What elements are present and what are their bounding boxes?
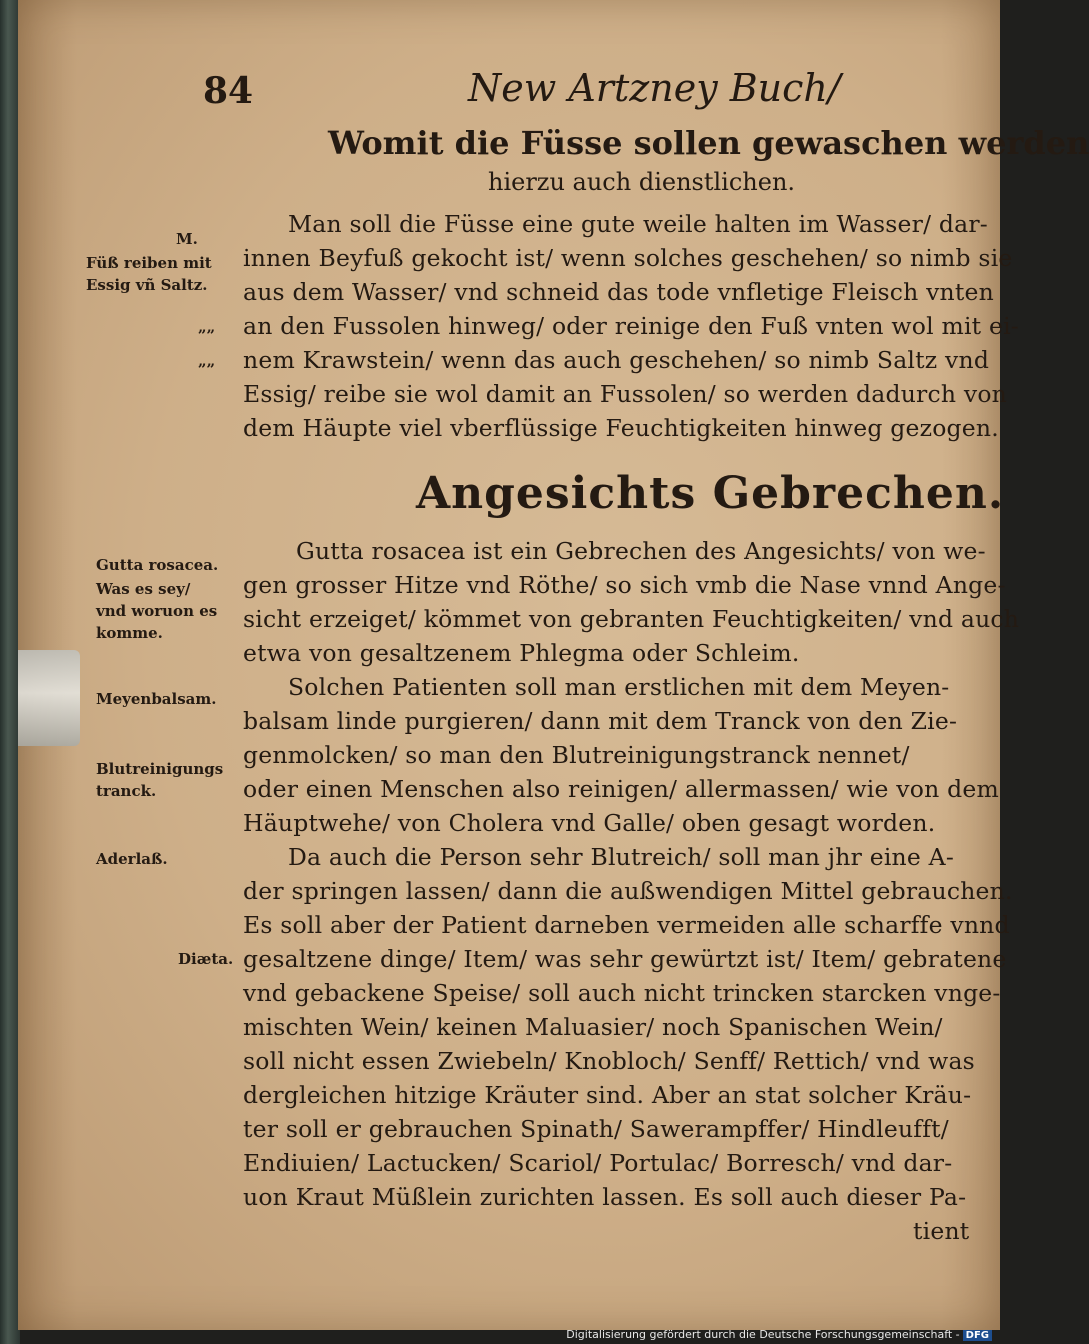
body-line: vnd gebackene Speise/ soll auch nicht trincken starcken vnge- (243, 979, 1001, 1007)
section-subheading-feet: hierzu auch dienstlichen. (488, 168, 796, 196)
margin-note: Füß reiben mit (86, 254, 212, 272)
book-page (18, 0, 1089, 1330)
credit-text: Digitalisierung gefördert durch die Deutsche Forschungsgemeinschaft - (566, 1328, 960, 1341)
margin-note: Gutta rosacea. (96, 556, 219, 574)
margin-note: Blutreinigungs (96, 760, 224, 778)
body-line: oder einen Menschen also reinigen/ allermassen/ wie von dem (243, 775, 999, 803)
body-line: etwa von gesaltzenem Phlegma oder Schleim. (243, 639, 800, 667)
body-line: gesaltzene dinge/ Item/ was sehr gewürtzt ist/ Item/ gebratene (243, 945, 1007, 973)
body-line: an den Fussolen hinweg/ oder reinige den Fuß vnten wol mit ei- (243, 312, 1019, 340)
margin-note: tranck. (96, 782, 157, 800)
body-line: dem Häupte viel vberflüssige Feuchtigkeiten hinweg gezogen. (243, 414, 999, 442)
body-line: sicht erzeiget/ kömmet von gebranten Feuchtigkeiten/ vnd auch (243, 605, 1020, 633)
margin-note: „„ (198, 352, 216, 370)
margin-note: „„ (198, 318, 216, 336)
body-line: uon Kraut Müßlein zurichten lassen. Es soll auch dieser Pa- (243, 1183, 967, 1211)
body-line: nem Krawstein/ wenn das auch geschehen/ so nimb Saltz vnd (243, 346, 990, 374)
body-line: aus dem Wasser/ vnd schneid das tode vnfletige Fleisch vnten (243, 278, 994, 306)
dfg-logo: DFG (963, 1330, 992, 1341)
margin-note: M. (176, 230, 198, 248)
section-heading-face: Angesichts Gebrechen. (416, 468, 1005, 519)
margin-note: komme. (96, 624, 163, 642)
page-number: 84 (203, 70, 254, 112)
margin-note: Was es sey/ (96, 580, 191, 598)
margin-note: vnd woruon es (96, 602, 218, 620)
body-line: Endiuien/ Lactucken/ Scariol/ Portulac/ Borresch/ vnd dar- (243, 1149, 953, 1177)
body-line: innen Beyfuß gekocht ist/ wenn solches geschehen/ so nimb sie (243, 244, 1013, 272)
margin-note: Diæta. (178, 950, 234, 968)
body-line: Da auch die Person sehr Blutreich/ soll man jhr eine A- (288, 843, 954, 871)
body-line: Häuptwehe/ von Cholera vnd Galle/ oben gesagt worden. (243, 809, 936, 837)
margin-note: Aderlaß. (96, 850, 168, 868)
body-line: Solchen Patienten soll man erstlichen mit dem Meyen- (288, 673, 950, 701)
page-tab-marker (18, 650, 80, 746)
body-line: gen grosser Hitze vnd Röthe/ so sich vmb die Nase vnnd Ange- (243, 571, 1006, 599)
body-line: Essig/ reibe sie wol damit an Fussolen/ so werden dadurch von (243, 380, 1008, 408)
body-line: dergleichen hitzige Kräuter sind. Aber an stat solcher Kräu- (243, 1081, 972, 1109)
catchword: tient (913, 1217, 970, 1245)
digitization-credit (566, 1328, 992, 1341)
body-line: genmolcken/ so man den Blutreinigungstranck nennet/ (243, 741, 910, 769)
body-line: mischten Wein/ keinen Maluasier/ noch Spanischen Wein/ (243, 1013, 943, 1041)
book-edge (0, 0, 20, 1344)
body-line: Gutta rosacea ist ein Gebrechen des Angesichts/ von we- (296, 537, 986, 565)
body-line: der springen lassen/ dann die außwendigen Mittel gebrauchen. (243, 877, 1013, 905)
body-line: soll nicht essen Zwiebeln/ Knobloch/ Senff/ Rettich/ vnd was (243, 1047, 975, 1075)
body-line: ter soll er gebrauchen Spinath/ Sawerampffer/ Hindleufft/ (243, 1115, 949, 1143)
margin-note: Essig vñ Saltz. (86, 276, 208, 294)
margin-note: Meyenbalsam. (96, 690, 217, 708)
running-head: New Artzney Buch/ (468, 66, 841, 110)
body-line: Man soll die Füsse eine gute weile halten im Wasser/ dar- (288, 210, 988, 238)
body-line: balsam linde purgieren/ dann mit dem Tranck von den Zie- (243, 707, 958, 735)
section-heading-feet: Womit die Füsse sollen gewaschen werden (328, 124, 1089, 162)
body-line: Es soll aber der Patient darneben vermeiden alle scharffe vnnd (243, 911, 1010, 939)
